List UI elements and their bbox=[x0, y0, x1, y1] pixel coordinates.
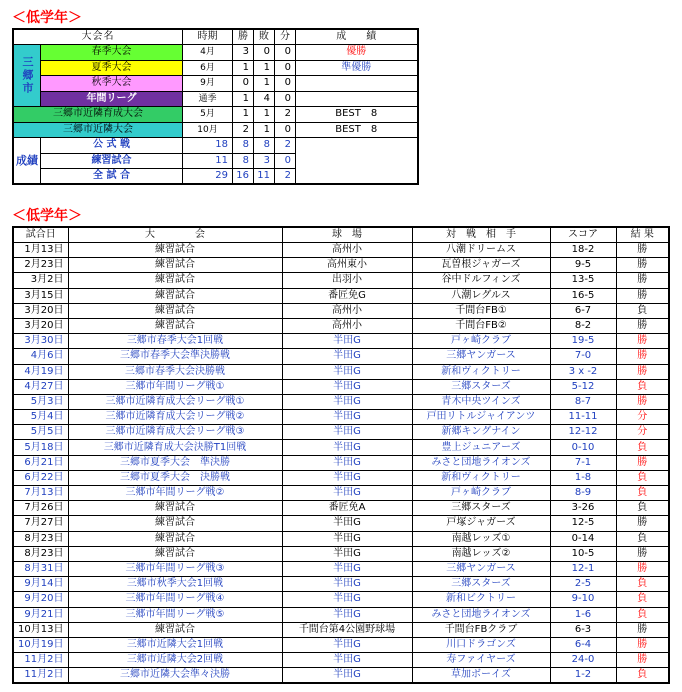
game-date: 10月19日 bbox=[13, 637, 68, 652]
game-result: 負 bbox=[616, 531, 669, 546]
tournament-wins: 0 bbox=[233, 76, 254, 92]
game-row bbox=[13, 303, 669, 318]
tournament-wins: 1 bbox=[233, 91, 254, 107]
game-opponent: 戸田リトルジャイアンツ bbox=[412, 410, 550, 425]
header-result: 成 績 bbox=[296, 29, 418, 45]
game-result: 負 bbox=[616, 379, 669, 394]
tournament-wins: 1 bbox=[233, 107, 254, 123]
game-opponent: みさと団地ライオンズ bbox=[412, 455, 550, 470]
game-field: 半田G bbox=[282, 440, 412, 455]
game-event: 練習試合 bbox=[68, 531, 282, 546]
game-result: 勝 bbox=[616, 622, 669, 637]
record-name: 公 式 戦 bbox=[41, 138, 183, 154]
game-field: 半田G bbox=[282, 425, 412, 440]
record-wins: 8 bbox=[233, 153, 254, 169]
tournament-period: 6月 bbox=[183, 60, 233, 76]
tournament-draws: 0 bbox=[275, 122, 296, 138]
game-opponent: 青木中央ツインズ bbox=[412, 394, 550, 409]
header-loss: 敗 bbox=[254, 29, 275, 45]
game-row bbox=[13, 410, 669, 425]
game-score: 24-0 bbox=[550, 653, 616, 668]
game-date: 9月14日 bbox=[13, 577, 68, 592]
game-date: 4月27日 bbox=[13, 379, 68, 394]
tournament-row bbox=[13, 76, 418, 92]
game-result: 勝 bbox=[616, 561, 669, 576]
game-opponent: 三郷スターズ bbox=[412, 577, 550, 592]
game-event: 練習試合 bbox=[68, 258, 282, 273]
game-row bbox=[13, 455, 669, 470]
tournament-result bbox=[296, 76, 418, 92]
game-opponent: みさと団地ライオンズ bbox=[412, 607, 550, 622]
game-date: 8月23日 bbox=[13, 531, 68, 546]
tournament-draws: 0 bbox=[275, 91, 296, 107]
tournament-name: 春季大会 bbox=[41, 45, 183, 61]
game-score: 12-12 bbox=[550, 425, 616, 440]
game-result: 負 bbox=[616, 501, 669, 516]
game-opponent: 三郷スターズ bbox=[412, 379, 550, 394]
season-summary-table bbox=[12, 28, 419, 185]
header-opponent: 対 戦 相 手 bbox=[412, 227, 550, 243]
game-row bbox=[13, 318, 669, 333]
tournament-draws: 0 bbox=[275, 76, 296, 92]
game-date: 3月20日 bbox=[13, 303, 68, 318]
tournament-result bbox=[296, 91, 418, 107]
record-row bbox=[13, 169, 418, 185]
record-blank bbox=[296, 138, 418, 154]
game-field: 高州東小 bbox=[282, 258, 412, 273]
game-opponent: 新和ヴィクトリー bbox=[412, 470, 550, 485]
game-row bbox=[13, 440, 669, 455]
header-draw: 分 bbox=[275, 29, 296, 45]
game-date: 3月20日 bbox=[13, 318, 68, 333]
game-event: 練習試合 bbox=[68, 516, 282, 531]
game-row bbox=[13, 637, 669, 652]
game-score: 3 x -2 bbox=[550, 364, 616, 379]
game-event: 練習試合 bbox=[68, 501, 282, 516]
tournament-losses: 4 bbox=[254, 91, 275, 107]
tournament-row bbox=[13, 91, 418, 107]
game-score: 11-11 bbox=[550, 410, 616, 425]
game-field: 半田G bbox=[282, 516, 412, 531]
game-result: 負 bbox=[616, 592, 669, 607]
game-date: 3月2日 bbox=[13, 273, 68, 288]
game-opponent: 八潮ドリームス bbox=[412, 243, 550, 258]
game-row bbox=[13, 334, 669, 349]
game-row bbox=[13, 607, 669, 622]
game-opponent: 戸塚ジャガーズ bbox=[412, 516, 550, 531]
game-score: 3-26 bbox=[550, 501, 616, 516]
game-result: 負 bbox=[616, 303, 669, 318]
tournament-draws: 0 bbox=[275, 60, 296, 76]
game-row bbox=[13, 394, 669, 409]
game-field: 半田G bbox=[282, 561, 412, 576]
game-date: 4月6日 bbox=[13, 349, 68, 364]
game-field: 半田G bbox=[282, 470, 412, 485]
game-opponent: 千間台FB① bbox=[412, 303, 550, 318]
tournament-row bbox=[13, 60, 418, 76]
game-event: 練習試合 bbox=[68, 546, 282, 561]
game-field: 半田G bbox=[282, 592, 412, 607]
tournament-wins: 1 bbox=[233, 60, 254, 76]
game-opponent: 新和ヴィクトリー bbox=[412, 364, 550, 379]
record-losses: 3 bbox=[254, 153, 275, 169]
game-result: 分 bbox=[616, 410, 669, 425]
game-row bbox=[13, 501, 669, 516]
game-field: 高州小 bbox=[282, 303, 412, 318]
game-row bbox=[13, 349, 669, 364]
game-field: 半田G bbox=[282, 349, 412, 364]
game-score: 16-5 bbox=[550, 288, 616, 303]
game-field: 半田G bbox=[282, 637, 412, 652]
tournament-row bbox=[13, 45, 418, 61]
game-date: 7月27日 bbox=[13, 516, 68, 531]
game-date: 6月22日 bbox=[13, 470, 68, 485]
game-score: 1-8 bbox=[550, 470, 616, 485]
game-row bbox=[13, 288, 669, 303]
game-score: 10-5 bbox=[550, 546, 616, 561]
record-name: 練習試合 bbox=[41, 153, 183, 169]
tournament-losses: 1 bbox=[254, 122, 275, 138]
game-date: 3月30日 bbox=[13, 334, 68, 349]
game-opponent: 瓦曽根ジャガーズ bbox=[412, 258, 550, 273]
game-result: 勝 bbox=[616, 273, 669, 288]
game-opponent: 新郷キングナイン bbox=[412, 425, 550, 440]
game-row bbox=[13, 379, 669, 394]
game-result: 勝 bbox=[616, 318, 669, 333]
game-field: 半田G bbox=[282, 607, 412, 622]
game-opponent: 寿ファイヤーズ bbox=[412, 653, 550, 668]
game-event: 三郷市年間リーグ戦③ bbox=[68, 561, 282, 576]
tournament-losses: 1 bbox=[254, 60, 275, 76]
tournament-result: BEST 8 bbox=[296, 107, 418, 123]
game-date: 11月2日 bbox=[13, 668, 68, 684]
game-event: 三郷市近隣育成大会決勝T1回戦 bbox=[68, 440, 282, 455]
header-period: 時期 bbox=[183, 29, 233, 45]
game-event: 三郷市年間リーグ戦② bbox=[68, 486, 282, 501]
tournament-period: 10月 bbox=[183, 122, 233, 138]
game-row bbox=[13, 258, 669, 273]
game-event: 三郷市年間リーグ戦① bbox=[68, 379, 282, 394]
game-date: 5月5日 bbox=[13, 425, 68, 440]
game-opponent: 千間台FB② bbox=[412, 318, 550, 333]
tournament-wins: 2 bbox=[233, 122, 254, 138]
tournament-name: 秋季大会 bbox=[41, 76, 183, 92]
tournament-row bbox=[13, 122, 418, 138]
tournament-result: 優勝 bbox=[296, 45, 418, 61]
header-field: 球 場 bbox=[282, 227, 412, 243]
game-result: 分 bbox=[616, 425, 669, 440]
game-event: 三郷市春季大会1回戦 bbox=[68, 334, 282, 349]
game-result: 勝 bbox=[616, 334, 669, 349]
game-result: 負 bbox=[616, 577, 669, 592]
game-score: 8-2 bbox=[550, 318, 616, 333]
game-event: 三郷市近隣大会2回戦 bbox=[68, 653, 282, 668]
game-result: 勝 bbox=[616, 394, 669, 409]
game-score: 13-5 bbox=[550, 273, 616, 288]
game-opponent: 八潮レグルス bbox=[412, 288, 550, 303]
game-field: 千間台第4公園野球場 bbox=[282, 622, 412, 637]
record-blank bbox=[296, 153, 418, 169]
game-field: 半田G bbox=[282, 394, 412, 409]
game-row bbox=[13, 592, 669, 607]
record-name: 全 試 合 bbox=[41, 169, 183, 185]
game-event: 三郷市年間リーグ戦⑤ bbox=[68, 607, 282, 622]
game-event: 三郷市近隣大会1回戦 bbox=[68, 637, 282, 652]
game-opponent: 谷中ドルフィンズ bbox=[412, 273, 550, 288]
game-field: 半田G bbox=[282, 546, 412, 561]
game-event: 練習試合 bbox=[68, 318, 282, 333]
record-losses: 8 bbox=[254, 138, 275, 154]
game-row bbox=[13, 546, 669, 561]
header-date: 試合日 bbox=[13, 227, 68, 243]
game-date: 8月31日 bbox=[13, 561, 68, 576]
game-date: 10月13日 bbox=[13, 622, 68, 637]
game-event: 練習試合 bbox=[68, 273, 282, 288]
record-blank bbox=[296, 169, 418, 185]
game-result: 勝 bbox=[616, 455, 669, 470]
record-games: 18 bbox=[183, 138, 233, 154]
game-result: 勝 bbox=[616, 546, 669, 561]
game-event: 練習試合 bbox=[68, 303, 282, 318]
game-date: 7月13日 bbox=[13, 486, 68, 501]
game-score: 7-1 bbox=[550, 455, 616, 470]
header-win: 勝 bbox=[233, 29, 254, 45]
game-score: 8-7 bbox=[550, 394, 616, 409]
game-result: 勝 bbox=[616, 243, 669, 258]
record-games: 11 bbox=[183, 153, 233, 169]
game-event: 三郷市近隣育成大会リーグ戦② bbox=[68, 410, 282, 425]
game-opponent: 戸ヶ崎クラブ bbox=[412, 486, 550, 501]
game-field: 番匠免A bbox=[282, 501, 412, 516]
game-score: 6-7 bbox=[550, 303, 616, 318]
tournament-name: 夏季大会 bbox=[41, 60, 183, 76]
game-score: 7-0 bbox=[550, 349, 616, 364]
game-event: 三郷市近隣育成大会リーグ戦① bbox=[68, 394, 282, 409]
game-date: 4月19日 bbox=[13, 364, 68, 379]
game-row bbox=[13, 425, 669, 440]
game-date: 11月2日 bbox=[13, 653, 68, 668]
game-field: 番匠免G bbox=[282, 288, 412, 303]
game-event: 三郷市春季大会決勝戦 bbox=[68, 364, 282, 379]
tournament-name: 三郷市近隣大会 bbox=[13, 122, 183, 138]
record-row bbox=[13, 153, 418, 169]
game-event: 三郷市年間リーグ戦④ bbox=[68, 592, 282, 607]
game-score: 2-5 bbox=[550, 577, 616, 592]
game-row bbox=[13, 243, 669, 258]
tournament-period: 通季 bbox=[183, 91, 233, 107]
record-wins: 8 bbox=[233, 138, 254, 154]
game-date: 9月21日 bbox=[13, 607, 68, 622]
game-opponent: 南越レッズ② bbox=[412, 546, 550, 561]
game-score: 0-14 bbox=[550, 531, 616, 546]
game-result: 勝 bbox=[616, 637, 669, 652]
game-score: 6-3 bbox=[550, 622, 616, 637]
header-result: 結 果 bbox=[616, 227, 669, 243]
game-row bbox=[13, 364, 669, 379]
game-score: 9-5 bbox=[550, 258, 616, 273]
game-date: 2月23日 bbox=[13, 258, 68, 273]
game-event: 三郷市秋季大会1回戦 bbox=[68, 577, 282, 592]
game-result: 勝 bbox=[616, 288, 669, 303]
record-draws: 0 bbox=[275, 153, 296, 169]
game-field: 半田G bbox=[282, 653, 412, 668]
record-row bbox=[13, 138, 418, 154]
game-event: 三郷市春季大会準決勝戦 bbox=[68, 349, 282, 364]
game-row bbox=[13, 470, 669, 485]
tournament-result: 準優勝 bbox=[296, 60, 418, 76]
game-opponent: 千間台FBクラブ bbox=[412, 622, 550, 637]
game-opponent: 三郷ヤンガース bbox=[412, 561, 550, 576]
game-score: 19-5 bbox=[550, 334, 616, 349]
tournament-draws: 2 bbox=[275, 107, 296, 123]
tournament-result: BEST 8 bbox=[296, 122, 418, 138]
game-row bbox=[13, 577, 669, 592]
game-field: 半田G bbox=[282, 410, 412, 425]
game-date: 5月18日 bbox=[13, 440, 68, 455]
game-field: 半田G bbox=[282, 364, 412, 379]
game-event: 練習試合 bbox=[68, 622, 282, 637]
game-result: 負 bbox=[616, 470, 669, 485]
game-date: 7月26日 bbox=[13, 501, 68, 516]
game-field: 半田G bbox=[282, 379, 412, 394]
tournament-name: 年間リーグ bbox=[41, 91, 183, 107]
header-tournament: 大会名 bbox=[13, 29, 183, 45]
game-opponent: 三郷スターズ bbox=[412, 501, 550, 516]
record-games: 29 bbox=[183, 169, 233, 185]
games-section-title: ＜低学年＞ bbox=[12, 208, 82, 224]
game-date: 6月21日 bbox=[13, 455, 68, 470]
game-field: 高州小 bbox=[282, 318, 412, 333]
game-row bbox=[13, 561, 669, 576]
game-field: 半田G bbox=[282, 334, 412, 349]
tournament-wins: 3 bbox=[233, 45, 254, 61]
game-field: 半田G bbox=[282, 531, 412, 546]
game-opponent: 豊上ジュニアーズ bbox=[412, 440, 550, 455]
tournament-losses: 1 bbox=[254, 76, 275, 92]
record-label: 成績 bbox=[13, 138, 41, 185]
game-opponent: 戸ヶ崎クラブ bbox=[412, 334, 550, 349]
game-row bbox=[13, 516, 669, 531]
game-opponent: 新和ビクトリー bbox=[412, 592, 550, 607]
tournament-period: 5月 bbox=[183, 107, 233, 123]
game-score: 12-5 bbox=[550, 516, 616, 531]
tournament-row bbox=[13, 107, 418, 123]
game-field: 半田G bbox=[282, 577, 412, 592]
game-row bbox=[13, 653, 669, 668]
game-result: 負 bbox=[616, 607, 669, 622]
game-score: 5-12 bbox=[550, 379, 616, 394]
game-event: 三郷市近隣育成大会リーグ戦③ bbox=[68, 425, 282, 440]
game-row bbox=[13, 622, 669, 637]
game-opponent: 川口ドラゴンズ bbox=[412, 637, 550, 652]
game-row bbox=[13, 668, 669, 684]
game-field: 高州小 bbox=[282, 243, 412, 258]
game-score: 1-6 bbox=[550, 607, 616, 622]
games-header-row bbox=[13, 227, 669, 243]
record-draws: 2 bbox=[275, 138, 296, 154]
game-result: 勝 bbox=[616, 258, 669, 273]
header-event: 大 会 bbox=[68, 227, 282, 243]
game-row bbox=[13, 531, 669, 546]
game-date: 5月3日 bbox=[13, 394, 68, 409]
game-score: 8-9 bbox=[550, 486, 616, 501]
tournament-period: 4月 bbox=[183, 45, 233, 61]
game-score: 12-1 bbox=[550, 561, 616, 576]
game-result: 勝 bbox=[616, 364, 669, 379]
game-score: 0-10 bbox=[550, 440, 616, 455]
record-wins: 16 bbox=[233, 169, 254, 185]
game-field: 半田G bbox=[282, 486, 412, 501]
summary-section-title: ＜低学年＞ bbox=[12, 10, 82, 26]
game-field: 出羽小 bbox=[282, 273, 412, 288]
tournament-period: 9月 bbox=[183, 76, 233, 92]
game-event: 三郷市近隣大会準々決勝 bbox=[68, 668, 282, 684]
game-opponent: 草加ボーイズ bbox=[412, 668, 550, 684]
record-losses: 11 bbox=[254, 169, 275, 185]
record-draws: 2 bbox=[275, 169, 296, 185]
tournament-draws: 0 bbox=[275, 45, 296, 61]
game-field: 半田G bbox=[282, 668, 412, 684]
game-event: 三郷市夏季大会 決勝戦 bbox=[68, 470, 282, 485]
tournament-name: 三郷市近隣育成大会 bbox=[13, 107, 183, 123]
tournament-losses: 1 bbox=[254, 107, 275, 123]
game-score: 9-10 bbox=[550, 592, 616, 607]
game-date: 1月13日 bbox=[13, 243, 68, 258]
game-field: 半田G bbox=[282, 455, 412, 470]
game-event: 三郷市夏季大会 準決勝 bbox=[68, 455, 282, 470]
game-result: 負 bbox=[616, 668, 669, 684]
game-date: 3月15日 bbox=[13, 288, 68, 303]
game-results-table bbox=[12, 226, 670, 684]
game-row bbox=[13, 273, 669, 288]
tournament-losses: 0 bbox=[254, 45, 275, 61]
game-opponent: 南越レッズ① bbox=[412, 531, 550, 546]
game-event: 練習試合 bbox=[68, 243, 282, 258]
game-result: 勝 bbox=[616, 516, 669, 531]
header-score: スコア bbox=[550, 227, 616, 243]
game-opponent: 三郷ヤンガース bbox=[412, 349, 550, 364]
game-score: 1-2 bbox=[550, 668, 616, 684]
game-date: 8月23日 bbox=[13, 546, 68, 561]
game-result: 負 bbox=[616, 486, 669, 501]
sango-city-label: 三郷市 bbox=[13, 45, 41, 107]
game-event: 練習試合 bbox=[68, 288, 282, 303]
summary-header-row bbox=[13, 29, 418, 45]
game-date: 5月4日 bbox=[13, 410, 68, 425]
game-result: 勝 bbox=[616, 653, 669, 668]
game-result: 負 bbox=[616, 440, 669, 455]
game-result: 勝 bbox=[616, 349, 669, 364]
game-row bbox=[13, 486, 669, 501]
game-score: 6-4 bbox=[550, 637, 616, 652]
game-score: 18-2 bbox=[550, 243, 616, 258]
game-date: 9月20日 bbox=[13, 592, 68, 607]
